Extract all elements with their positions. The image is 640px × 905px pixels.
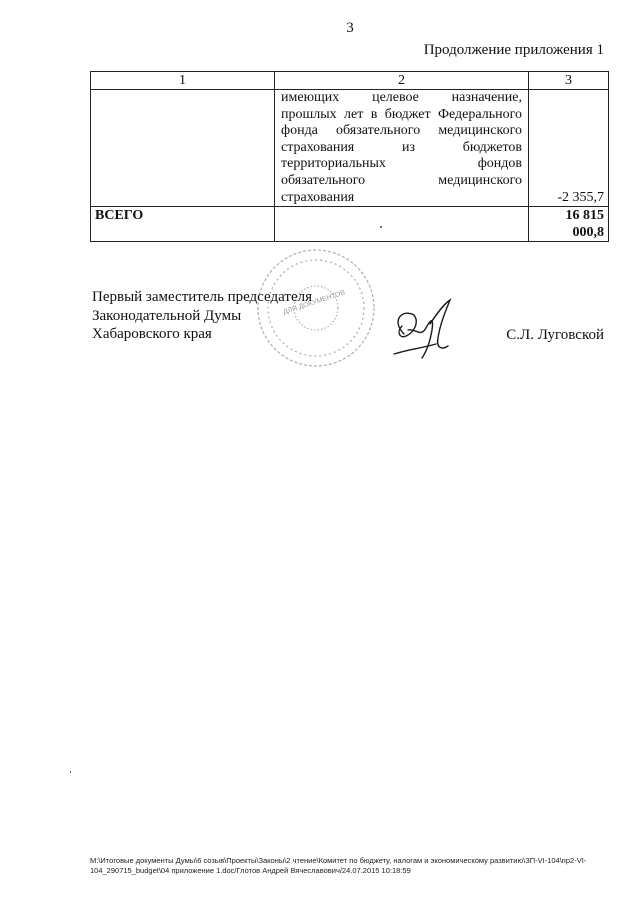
budget-table <box>90 71 609 242</box>
position-line: Хабаровского края <box>92 326 212 342</box>
scan-speck <box>70 771 71 773</box>
table-header-row <box>91 72 609 90</box>
appendix-label: Продолжение приложения 1 <box>423 42 604 58</box>
position-line: Первый заместитель председателя <box>92 289 312 305</box>
position-line: Законодательной Думы <box>92 307 242 324</box>
amount-cell: -2 355,7 <box>529 90 609 207</box>
signatory-position <box>92 288 312 344</box>
footer-line: М:\Итоговые документы Думы\6 созыв\Проекты\Законы\2 чтение\Комитет по бюджету, налогам и экономическому развитию\ЗП-VI-104\пр2-VI- <box>90 856 587 865</box>
column-header: 1 <box>91 72 275 90</box>
description-line: обязательного медицинского <box>281 172 522 188</box>
signatory-name: С.Л. Луговской <box>506 327 604 343</box>
description-line: страхования <box>281 189 355 205</box>
total-description-cell <box>275 207 529 242</box>
description-line: территориальных фондов <box>281 156 522 172</box>
column-header: 2 <box>275 72 529 90</box>
table-row <box>91 90 609 207</box>
file-path-footer <box>90 856 608 876</box>
total-amount: 16 815 000,8 <box>529 207 609 242</box>
seal-text: ДЛЯ ДОКУМЕНТОВ <box>282 289 347 317</box>
description-line: страхования из бюджетов <box>281 139 522 155</box>
description-line: прошлых лет в бюджет Федерального <box>281 106 522 122</box>
page-number: 3 <box>346 20 354 36</box>
handwritten-signature <box>386 294 466 371</box>
description-line: имеющих целевое назначение, <box>281 90 522 105</box>
total-row <box>91 207 609 242</box>
scan-speck <box>380 226 382 228</box>
code-cell <box>91 90 275 207</box>
column-header: 3 <box>529 72 609 90</box>
total-label: ВСЕГО <box>91 207 275 242</box>
description-line: фонда обязательного медицинского <box>281 123 522 139</box>
footer-line: 104_290715_budget\04 приложение 1.doc/Глотов Андрей Вячеславович/24.07.2015 10:18:59 <box>90 866 411 875</box>
description-cell <box>275 90 529 207</box>
